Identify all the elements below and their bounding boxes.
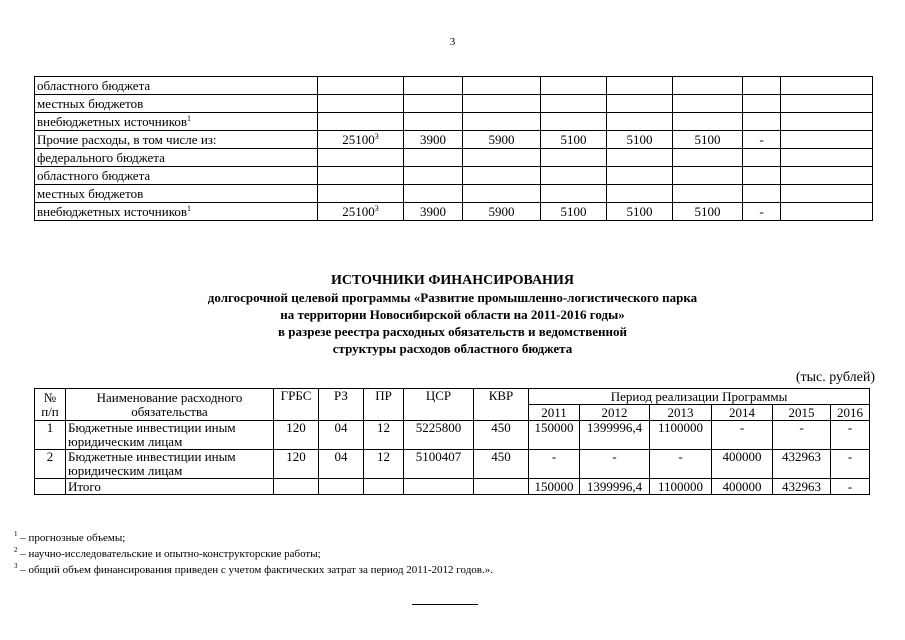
- value-cell: [743, 113, 781, 131]
- footnote-ref: 3: [374, 132, 379, 141]
- row-label-text: местных бюджетов: [37, 96, 144, 111]
- value-cell: [607, 77, 673, 95]
- rz-cell: 04: [319, 450, 364, 479]
- footnote-mark: 1: [14, 530, 18, 538]
- year-value: -: [529, 450, 580, 479]
- value-cell: [743, 131, 781, 149]
- row-label: [35, 77, 318, 95]
- total-value: 400000: [712, 479, 773, 495]
- value-cell: [743, 149, 781, 167]
- value-cell: [404, 203, 463, 221]
- row-label-text: местных бюджетов: [37, 186, 144, 201]
- row-label: [35, 167, 318, 185]
- value-cell: [607, 149, 673, 167]
- table-row: [35, 185, 873, 203]
- footnote-text: – прогнозные объемы;: [17, 532, 126, 544]
- header-kvr: КВР: [474, 389, 529, 421]
- header-year: 2015: [773, 405, 831, 421]
- header-year: 2014: [712, 405, 773, 421]
- footnote: [14, 530, 493, 546]
- value-cell: [781, 167, 873, 185]
- value-cell: [781, 149, 873, 167]
- csr-cell: 5225800: [404, 421, 474, 450]
- total-empty-cell: [474, 479, 529, 495]
- footnote: [14, 546, 493, 562]
- total-value: 432963: [773, 479, 831, 495]
- expenses-continuation-table: [34, 76, 873, 221]
- value-cell: [404, 149, 463, 167]
- header-csr: ЦСР: [404, 389, 474, 421]
- year-value: -: [580, 450, 650, 479]
- cell-value: -: [759, 132, 764, 147]
- row-label: [35, 95, 318, 113]
- grbs-cell: 120: [274, 421, 319, 450]
- value-cell: [318, 113, 404, 131]
- row-label: [35, 131, 318, 149]
- value-cell: [463, 149, 541, 167]
- total-empty-cell: [319, 479, 364, 495]
- cell-value: 5900: [488, 132, 515, 147]
- header-pr: ПР: [364, 389, 404, 421]
- value-cell: [463, 131, 541, 149]
- value-cell: [607, 131, 673, 149]
- table-row: [35, 450, 870, 479]
- cell-value: -: [759, 204, 764, 219]
- cell-value: 5100: [694, 132, 721, 147]
- header-rz: РЗ: [319, 389, 364, 421]
- row-label: [35, 185, 318, 203]
- value-cell: [607, 167, 673, 185]
- unit-label: (тыс. рублей): [795, 370, 875, 385]
- value-cell: [743, 77, 781, 95]
- section-heading: [0, 272, 905, 357]
- header-grbs: ГРБС: [274, 389, 319, 421]
- total-label: Итого: [66, 479, 274, 495]
- value-cell: [541, 167, 607, 185]
- total-value: 1100000: [650, 479, 712, 495]
- cell-value: 5100: [560, 204, 587, 219]
- row-label: [35, 113, 318, 131]
- row-label-text: Прочие расходы, в том числе из:: [37, 132, 217, 147]
- page-number: 3: [449, 36, 456, 48]
- header-num: № п/п: [35, 389, 66, 421]
- total-empty-cell: [404, 479, 474, 495]
- footnote: [14, 562, 493, 578]
- table-row: [35, 167, 873, 185]
- end-rule: [412, 604, 478, 605]
- footnote-ref: 3: [374, 204, 379, 213]
- value-cell: [318, 185, 404, 203]
- value-cell: [463, 113, 541, 131]
- value-cell: [673, 203, 743, 221]
- value-cell: [463, 185, 541, 203]
- year-value: -: [831, 450, 870, 479]
- value-cell: [673, 149, 743, 167]
- value-cell: [318, 167, 404, 185]
- row-label: [35, 203, 318, 221]
- row-label: [35, 149, 318, 167]
- value-cell: [541, 149, 607, 167]
- year-value: 1399996,4: [580, 421, 650, 450]
- table-header-row: [35, 389, 870, 405]
- cell-value: 5100: [694, 204, 721, 219]
- heading-line: в разрезе реестра расходных обязательств и ведомственной: [278, 324, 627, 339]
- row-label-text: областного бюджета: [37, 168, 151, 183]
- cell-value: 25100: [342, 132, 375, 147]
- value-cell: [781, 95, 873, 113]
- heading-title: ИСТОЧНИКИ ФИНАНСИРОВАНИЯ: [331, 273, 574, 288]
- value-cell: [463, 95, 541, 113]
- footnote-mark: 3: [14, 562, 18, 570]
- year-value: -: [650, 450, 712, 479]
- footnote-text: – научно-исследовательские и опытно-конструкторские работы;: [17, 548, 321, 560]
- value-cell: [463, 203, 541, 221]
- heading-line: долгосрочной целевой программы «Развитие промышленно-логистического парка: [207, 290, 698, 305]
- value-cell: [781, 185, 873, 203]
- total-row: [35, 479, 870, 495]
- table-row: [35, 113, 873, 131]
- value-cell: [743, 203, 781, 221]
- header-name: Наименование расходного обязательства: [66, 389, 274, 421]
- header-period: Период реализации Программы: [529, 389, 870, 405]
- footnote-ref: 1: [187, 204, 191, 213]
- cell-value: 5100: [626, 132, 653, 147]
- grbs-cell: 120: [274, 450, 319, 479]
- total-value: -: [831, 479, 870, 495]
- value-cell: [404, 95, 463, 113]
- value-cell: [781, 77, 873, 95]
- value-cell: [607, 203, 673, 221]
- value-cell: [541, 77, 607, 95]
- financing-sources-table: [34, 388, 870, 495]
- cell-value: 3900: [420, 132, 446, 147]
- total-value: 1399996,4: [580, 479, 650, 495]
- value-cell: [541, 203, 607, 221]
- value-cell: [673, 95, 743, 113]
- cell-value: 25100: [342, 204, 375, 219]
- value-cell: [781, 113, 873, 131]
- value-cell: [318, 95, 404, 113]
- csr-cell: 5100407: [404, 450, 474, 479]
- cell-value: 5100: [560, 132, 587, 147]
- obligation-name: Бюджетные инвестиции иным юридическим лицам: [66, 421, 274, 450]
- value-cell: [673, 131, 743, 149]
- footnotes: [14, 530, 493, 578]
- value-cell: [607, 95, 673, 113]
- year-value: -: [712, 421, 773, 450]
- table-row: [35, 131, 873, 149]
- table-row: [35, 95, 873, 113]
- total-empty-cell: [274, 479, 319, 495]
- year-value: 150000: [529, 421, 580, 450]
- value-cell: [541, 113, 607, 131]
- year-value: -: [831, 421, 870, 450]
- heading-line: структуры расходов областного бюджета: [332, 341, 573, 356]
- cell-value: 3900: [420, 204, 446, 219]
- row-label-text: внебюджетных источников: [37, 114, 187, 129]
- value-cell: [607, 113, 673, 131]
- table-row: [35, 203, 873, 221]
- year-value: 432963: [773, 450, 831, 479]
- footnote-ref: 1: [187, 114, 191, 123]
- pr-cell: 12: [364, 450, 404, 479]
- header-year: 2012: [580, 405, 650, 421]
- value-cell: [318, 149, 404, 167]
- value-cell: [743, 185, 781, 203]
- total-empty-cell: [364, 479, 404, 495]
- row-label-text: внебюджетных источников: [37, 204, 187, 219]
- value-cell: [781, 131, 873, 149]
- cell-value: 5100: [626, 204, 653, 219]
- value-cell: [541, 95, 607, 113]
- value-cell: [318, 203, 404, 221]
- total-empty-cell: [35, 479, 66, 495]
- pr-cell: 12: [364, 421, 404, 450]
- value-cell: [607, 185, 673, 203]
- table-row: [35, 149, 873, 167]
- header-year: 2013: [650, 405, 712, 421]
- value-cell: [404, 113, 463, 131]
- value-cell: [463, 77, 541, 95]
- header-year: 2016: [831, 405, 870, 421]
- cell-value: 5900: [488, 204, 515, 219]
- value-cell: [673, 167, 743, 185]
- value-cell: [781, 203, 873, 221]
- value-cell: [541, 131, 607, 149]
- value-cell: [404, 167, 463, 185]
- year-value: -: [773, 421, 831, 450]
- row-label-text: областного бюджета: [37, 78, 151, 93]
- table-row: [35, 421, 870, 450]
- value-cell: [463, 167, 541, 185]
- year-value: 1100000: [650, 421, 712, 450]
- value-cell: [673, 185, 743, 203]
- value-cell: [404, 185, 463, 203]
- value-cell: [743, 167, 781, 185]
- obligation-name: Бюджетные инвестиции иным юридическим лицам: [66, 450, 274, 479]
- footnote-text: – общий объем финансирования приведен с учетом фактических затрат за период 2011-2012 годов.».: [17, 564, 493, 576]
- total-value: 150000: [529, 479, 580, 495]
- rz-cell: 04: [319, 421, 364, 450]
- value-cell: [404, 131, 463, 149]
- row-number: 2: [35, 450, 66, 479]
- heading-line: на территории Новосибирской области на 2011-2016 годы»: [280, 307, 625, 322]
- value-cell: [318, 131, 404, 149]
- value-cell: [404, 77, 463, 95]
- row-label-text: федерального бюджета: [37, 150, 165, 165]
- year-value: 400000: [712, 450, 773, 479]
- row-number: 1: [35, 421, 66, 450]
- header-year: 2011: [529, 405, 580, 421]
- footnote-mark: 2: [14, 546, 18, 554]
- value-cell: [541, 185, 607, 203]
- kvr-cell: 450: [474, 421, 529, 450]
- value-cell: [318, 77, 404, 95]
- value-cell: [673, 77, 743, 95]
- table-row: [35, 77, 873, 95]
- value-cell: [743, 95, 781, 113]
- kvr-cell: 450: [474, 450, 529, 479]
- value-cell: [673, 113, 743, 131]
